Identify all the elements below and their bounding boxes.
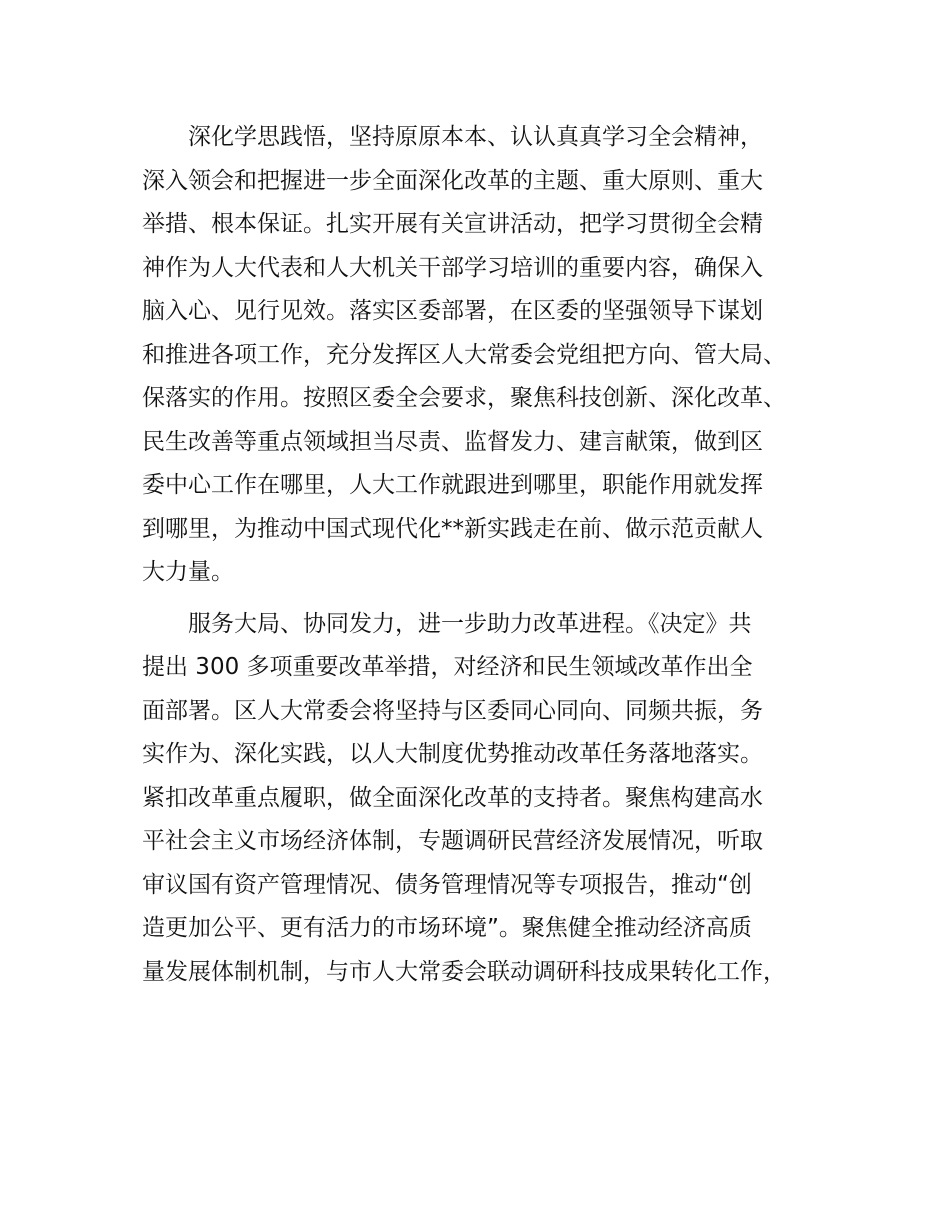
text-line: 大力量。 xyxy=(142,559,234,585)
text-line: 神作为人大代表和人大机关干部学习培训的重要内容，确保入 xyxy=(142,254,763,281)
text-line: 到哪里，为推动中国式现代化**新实践走在前、做示范贡献人 xyxy=(142,515,763,542)
text-line: 深入领会和把握进一步全面深化改革的主题、重大原则、重大 xyxy=(142,167,763,194)
text-line: 委中心工作在哪里，人大工作就跟进到哪里，职能作用就发挥 xyxy=(142,472,763,498)
text-line: 服务大局、协同发力，进一步助力改革进程。《决定》共 xyxy=(188,610,752,637)
text-line: 平社会主义市场经济体制，专题调研民营经济发展情况，听取 xyxy=(142,828,763,854)
text-line: 量发展体制机制，与市人大常委会联动调研科技成果转化工作， xyxy=(142,958,786,985)
document-body xyxy=(142,116,830,994)
text-line: 和推进各项工作，充分发挥区人大常委会党组把方向、管大局、 xyxy=(142,341,786,368)
text-line: 紧扣改革重点履职，做全面深化改革的支持者。聚焦构建高水 xyxy=(142,784,763,811)
text-line: 深化学思践悟，坚持原原本本、认认真真学习全会精神， xyxy=(188,124,763,150)
text-line: 脑入心、见行见效。落实区委部署，在区委的坚强领导下谋划 xyxy=(142,298,763,324)
text-line: 审议国有资产管理情况、债务管理情况等专项报告，推动“创 xyxy=(142,871,752,898)
text-line: 民生改善等重点领域担当尽责、监督发力、建言献策，做到区 xyxy=(142,428,763,455)
text-line: 提出 300 多项重要改革举措，对经济和民生领域改革作出全 xyxy=(142,654,753,680)
text-line: 实作为、深化实践，以人大制度优势推动改革任务落地落实。 xyxy=(142,741,763,767)
text-line: 造更加公平、更有活力的市场环境”。聚焦健全推动经济高质 xyxy=(142,915,752,941)
paragraph-spacer xyxy=(142,595,830,603)
text-line: 保落实的作用。按照区委全会要求，聚焦科技创新、深化改革、 xyxy=(142,385,786,411)
paragraph-2 xyxy=(142,603,830,995)
paragraph-1 xyxy=(142,116,830,595)
text-line: 举措、根本保证。扎实开展有关宣讲活动，把学习贯彻全会精 xyxy=(142,211,763,237)
text-line: 面部署。区人大常委会将坚持与区委同心同向、同频共振，务 xyxy=(142,697,763,724)
